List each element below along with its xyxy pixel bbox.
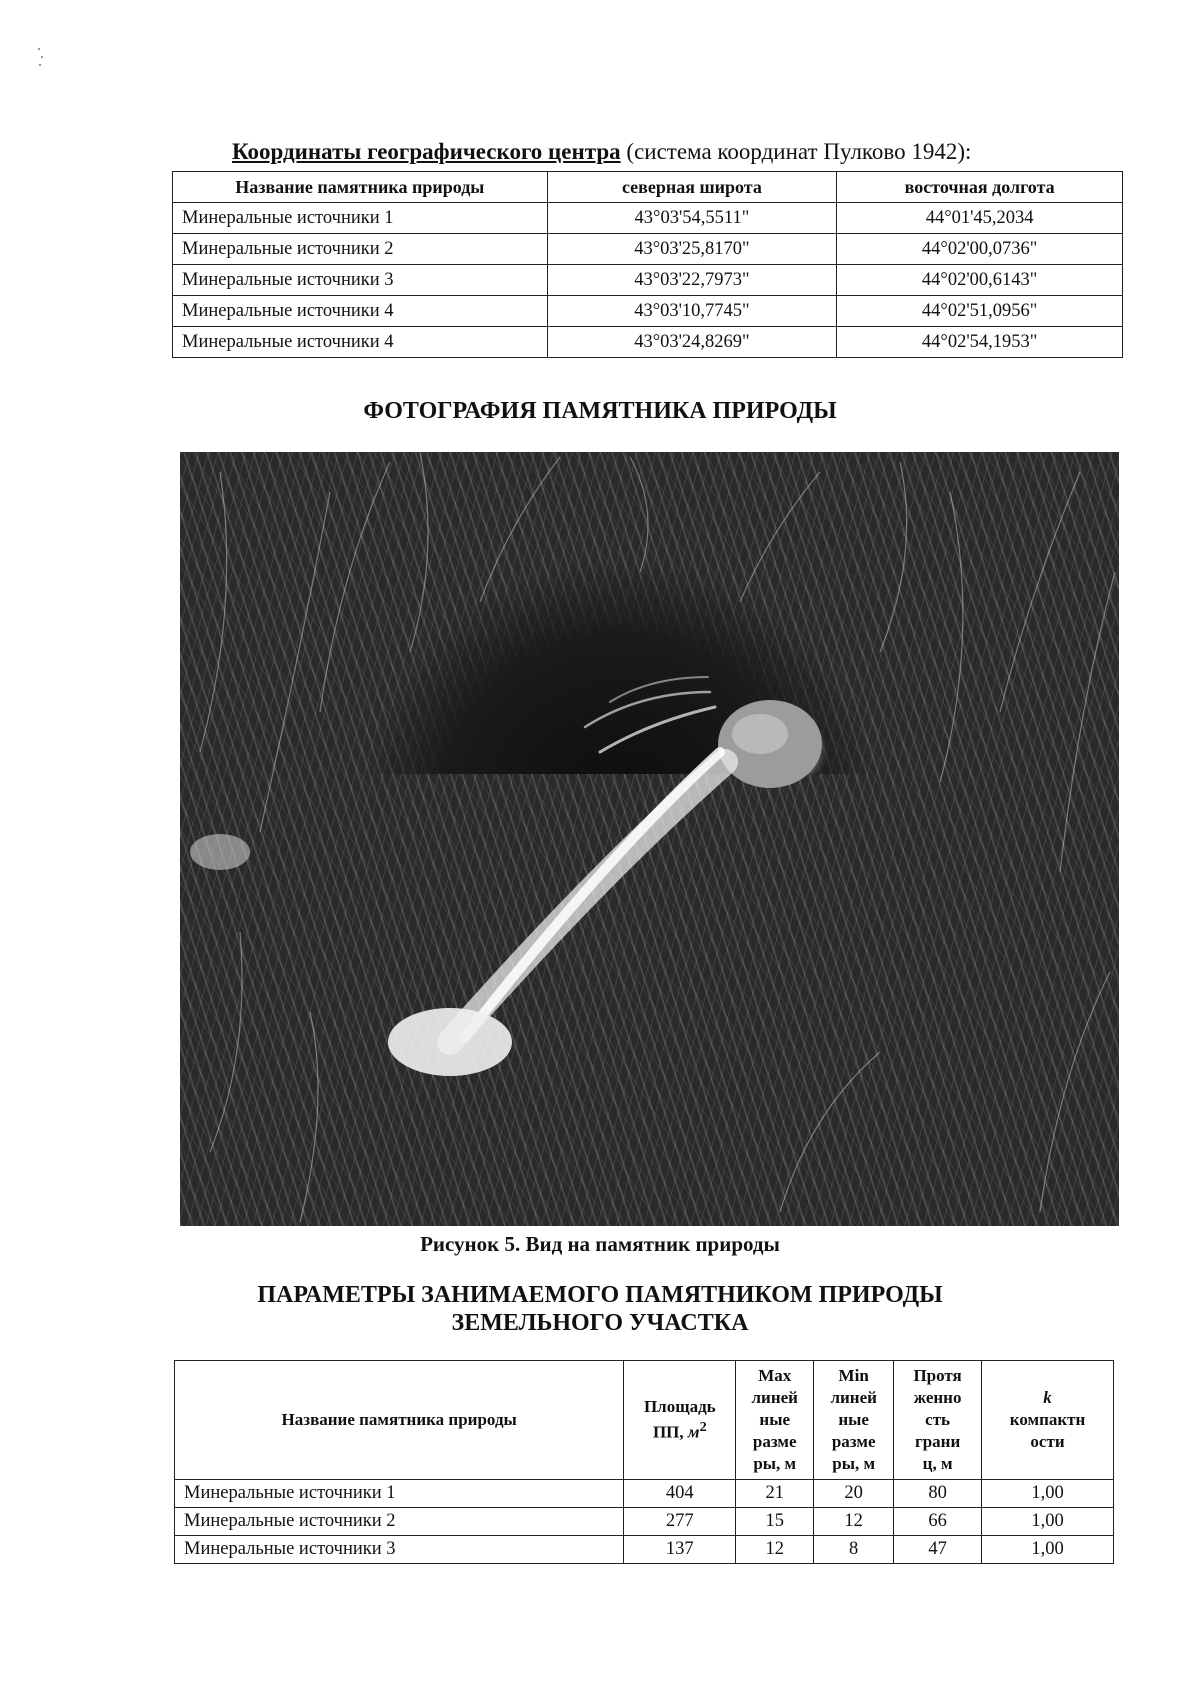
min-header-line: ные bbox=[838, 1410, 869, 1430]
scan-artifact bbox=[38, 48, 46, 68]
cell-name: Минеральные источники 3 bbox=[175, 1536, 624, 1564]
params-heading bbox=[0, 1282, 1200, 1337]
figure-caption: Рисунок 5. Вид на памятник природы bbox=[420, 1232, 780, 1256]
cell-latitude: 43°03'24,8269" bbox=[547, 327, 837, 358]
cell-compactness: 1,00 bbox=[982, 1480, 1114, 1508]
min-header-line: линей bbox=[830, 1388, 877, 1408]
cell-max-size: 21 bbox=[736, 1480, 814, 1508]
table-row bbox=[173, 327, 1123, 358]
coordinates-caption-rest: (система координат Пулково 1942): bbox=[620, 139, 972, 164]
table-row bbox=[175, 1480, 1114, 1508]
compactness-header-line: компактн bbox=[1009, 1410, 1086, 1430]
cell-name: Минеральные источники 1 bbox=[173, 203, 548, 234]
cell-compactness: 1,00 bbox=[982, 1508, 1114, 1536]
area-header-line-1: Площадь bbox=[643, 1397, 716, 1417]
cell-area: 277 bbox=[624, 1508, 736, 1536]
water-stream bbox=[450, 677, 725, 1042]
params-heading-line-1: ПАРАМЕТРЫ ЗАНИМАЕМОГО ПАМЯТНИКОМ ПРИРОДЫ bbox=[257, 1282, 943, 1308]
cell-boundary-length: 47 bbox=[894, 1536, 982, 1564]
length-header-line: женно bbox=[913, 1388, 962, 1408]
photo-illustration bbox=[180, 452, 1119, 1226]
length-header-line: Протя bbox=[913, 1366, 962, 1385]
cell-latitude: 43°03'10,7745" bbox=[547, 296, 837, 327]
cell-min-size: 12 bbox=[814, 1508, 894, 1536]
water-splash bbox=[388, 1008, 512, 1076]
coordinates-header-row bbox=[173, 172, 1123, 203]
col-header-compactness bbox=[982, 1361, 1114, 1480]
area-header-unit: м bbox=[687, 1423, 700, 1443]
nature-monument-photo bbox=[180, 452, 1119, 1226]
compactness-header-line: ости bbox=[1030, 1432, 1065, 1452]
table-row bbox=[175, 1508, 1114, 1536]
min-header-line: ры, м bbox=[832, 1454, 876, 1474]
col-header-latitude: северная широта bbox=[547, 172, 837, 203]
cell-max-size: 12 bbox=[736, 1536, 814, 1564]
min-header-line: разме bbox=[831, 1432, 876, 1452]
area-header-abbr: ПП, bbox=[652, 1423, 684, 1443]
parameters-table bbox=[174, 1360, 1114, 1564]
cell-name: Минеральные источники 4 bbox=[173, 296, 548, 327]
cell-max-size: 15 bbox=[736, 1508, 814, 1536]
coordinates-caption-bold: Координаты географического центра bbox=[232, 139, 621, 164]
cell-latitude: 43°03'22,7973" bbox=[547, 265, 837, 296]
compactness-symbol bbox=[984, 1387, 1111, 1409]
col-header-min-size bbox=[814, 1361, 894, 1480]
params-heading-line-2: ЗЕМЕЛЬНОГО УЧАСТКА bbox=[451, 1309, 749, 1336]
cell-name: Минеральные источники 3 bbox=[173, 265, 548, 296]
coordinates-caption bbox=[232, 140, 1052, 163]
max-header-line: Max bbox=[758, 1366, 792, 1385]
cell-longitude: 44°02'51,0956" bbox=[837, 296, 1123, 327]
max-header-line: линей bbox=[751, 1388, 798, 1408]
col-header-area bbox=[624, 1361, 736, 1480]
col-header-longitude: восточная долгота bbox=[837, 172, 1123, 203]
max-header-line: разме bbox=[752, 1432, 797, 1452]
cell-min-size: 20 bbox=[814, 1480, 894, 1508]
table-row bbox=[173, 296, 1123, 327]
table-row bbox=[175, 1536, 1114, 1564]
col-header-boundary-length bbox=[894, 1361, 982, 1480]
col-header-name: Название памятника природы bbox=[173, 172, 548, 203]
cell-latitude: 43°03'54,5511" bbox=[547, 203, 837, 234]
k-symbol: k bbox=[1043, 1388, 1052, 1408]
photo-section-heading: ФОТОГРАФИЯ ПАМЯТНИКА ПРИРОДЫ bbox=[363, 398, 837, 424]
cell-longitude: 44°01'45,2034 bbox=[837, 203, 1123, 234]
cell-min-size: 8 bbox=[814, 1536, 894, 1564]
max-header-line: ры, м bbox=[753, 1454, 797, 1474]
cell-name: Минеральные источники 1 bbox=[175, 1480, 624, 1508]
cell-longitude: 44°02'00,0736" bbox=[837, 234, 1123, 265]
cell-boundary-length: 66 bbox=[894, 1508, 982, 1536]
length-header-line: сть bbox=[925, 1410, 951, 1430]
area-header-line-2 bbox=[626, 1418, 733, 1444]
cell-longitude: 44°02'00,6143" bbox=[837, 265, 1123, 296]
cell-compactness: 1,00 bbox=[982, 1536, 1114, 1564]
cell-area: 404 bbox=[624, 1480, 736, 1508]
cell-name: Минеральные источники 4 bbox=[173, 327, 548, 358]
table-row bbox=[173, 265, 1123, 296]
area-header-exponent: 2 bbox=[699, 1419, 707, 1436]
table-row bbox=[173, 203, 1123, 234]
cell-longitude: 44°02'54,1953" bbox=[837, 327, 1123, 358]
col-header-max-size bbox=[736, 1361, 814, 1480]
max-header-line: ные bbox=[759, 1410, 791, 1430]
min-header-line: Min bbox=[838, 1366, 869, 1385]
table-row bbox=[173, 234, 1123, 265]
cell-area: 137 bbox=[624, 1536, 736, 1564]
coordinates-table bbox=[172, 171, 1123, 358]
parameters-header-row bbox=[175, 1361, 1114, 1480]
cell-name: Минеральные источники 2 bbox=[173, 234, 548, 265]
length-header-line: ц, м bbox=[922, 1454, 953, 1474]
length-header-line: грани bbox=[914, 1432, 961, 1452]
col-header-name: Название памятника природы bbox=[175, 1361, 624, 1480]
cell-name: Минеральные источники 2 bbox=[175, 1508, 624, 1536]
cell-latitude: 43°03'25,8170" bbox=[547, 234, 837, 265]
cell-boundary-length: 80 bbox=[894, 1480, 982, 1508]
